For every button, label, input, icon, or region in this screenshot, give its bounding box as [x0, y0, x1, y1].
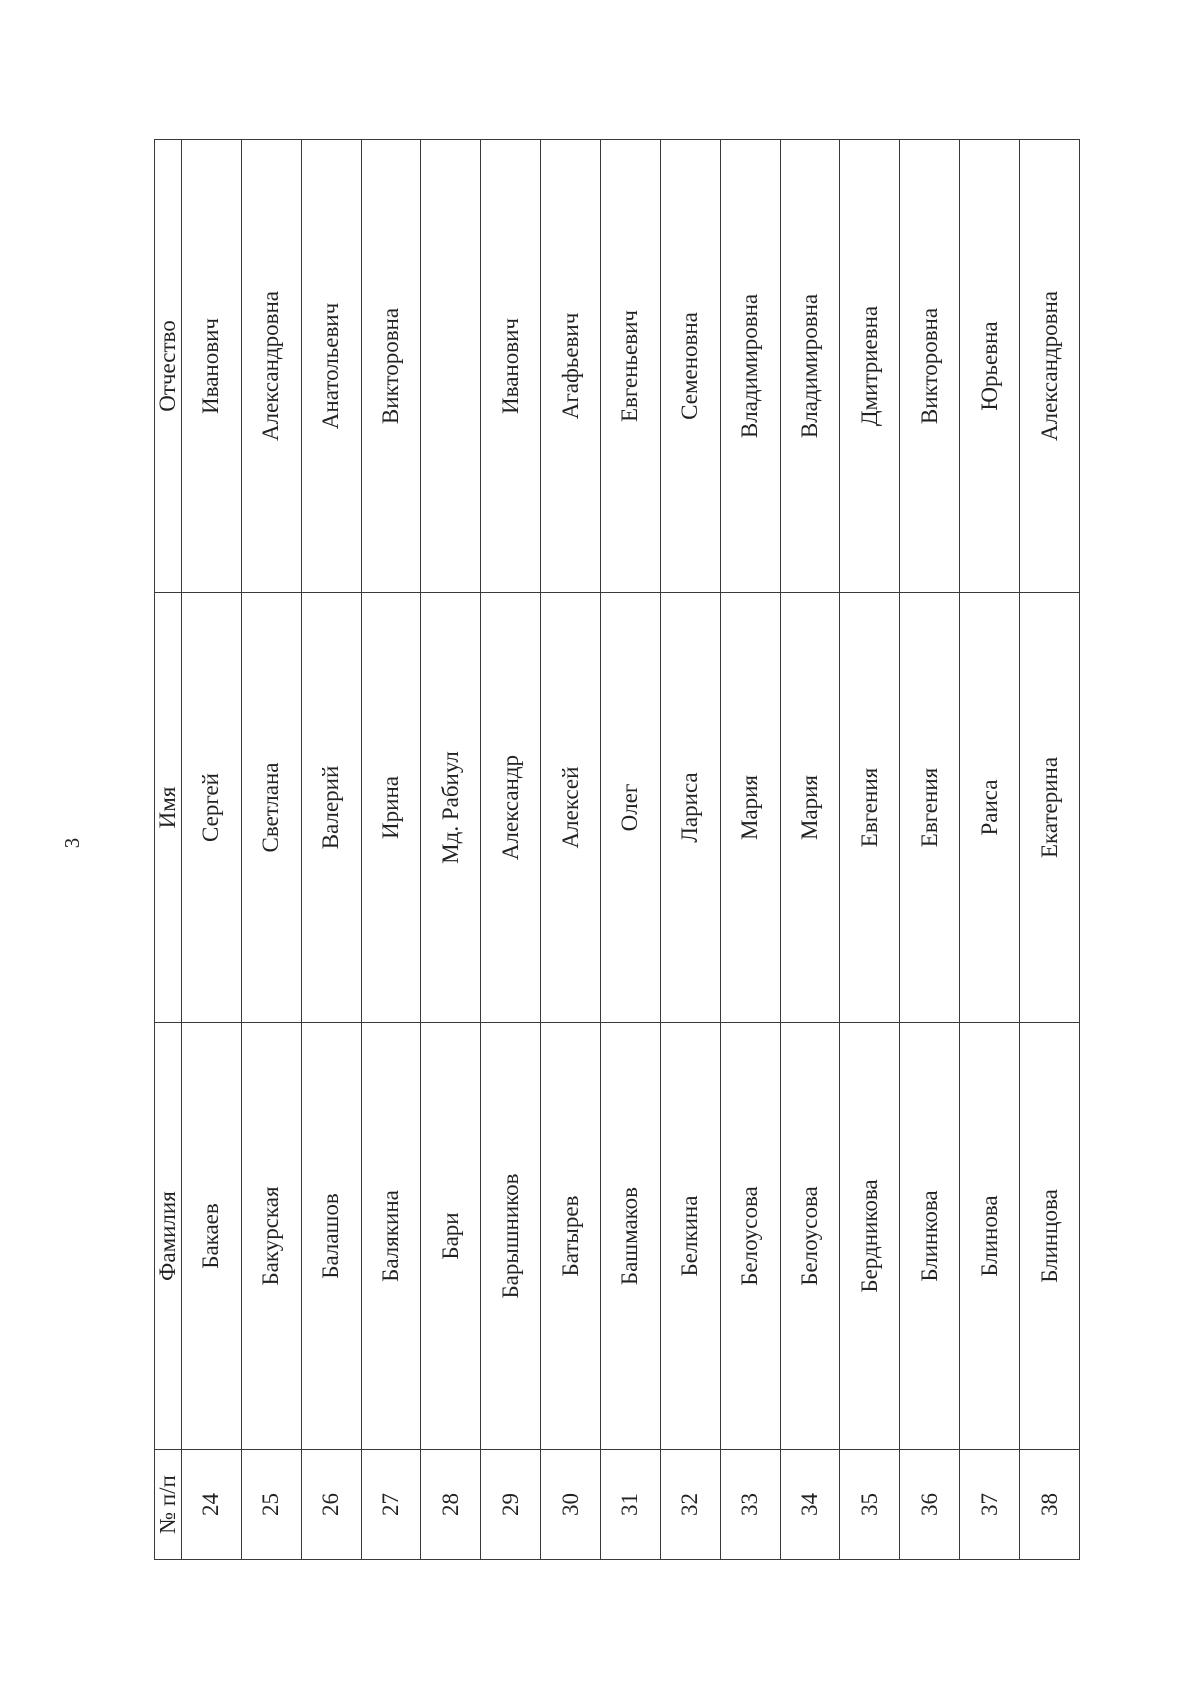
cell-patronymic: Юрьевна [960, 140, 1020, 593]
header-patronymic: Отчество [155, 140, 182, 593]
cell-first-name: Лариса [660, 593, 720, 1023]
page-number: 3 [60, 837, 84, 849]
cell-patronymic: Александровна [1020, 140, 1080, 593]
header-surname: Фамилия [155, 1023, 182, 1450]
cell-patronymic [421, 140, 481, 593]
cell-patronymic: Александровна [241, 140, 301, 593]
cell-first-name: Евгения [900, 593, 960, 1023]
cell-patronymic: Семеновна [660, 140, 720, 593]
header-number: № п/п [155, 1450, 182, 1560]
table-row [241, 140, 301, 1560]
cell-number: 31 [601, 1450, 661, 1560]
cell-patronymic: Анатольевич [301, 140, 361, 593]
cell-number: 26 [301, 1450, 361, 1560]
cell-patronymic: Владимировна [780, 140, 840, 593]
cell-surname: Блинова [960, 1023, 1020, 1450]
table-row [541, 140, 601, 1560]
cell-first-name: Ирина [361, 593, 421, 1023]
cell-number: 29 [481, 1450, 541, 1560]
cell-first-name: Раиса [960, 593, 1020, 1023]
cell-surname: Балашов [301, 1023, 361, 1450]
table-row [182, 140, 242, 1560]
cell-first-name: Евгения [840, 593, 900, 1023]
cell-surname: Бердникова [840, 1023, 900, 1450]
cell-surname: Бакаев [182, 1023, 242, 1450]
table-row [361, 140, 421, 1560]
table-row [720, 140, 780, 1560]
cell-patronymic: Викторовна [900, 140, 960, 593]
cell-number: 28 [421, 1450, 481, 1560]
table-row [780, 140, 840, 1560]
cell-number: 34 [780, 1450, 840, 1560]
cell-first-name: Мд. Рабиул [421, 593, 481, 1023]
cell-patronymic: Евгеньевич [601, 140, 661, 593]
cell-patronymic: Дмитриевна [840, 140, 900, 593]
cell-surname: Башмаков [601, 1023, 661, 1450]
cell-surname: Белоусова [780, 1023, 840, 1450]
table-row [660, 140, 720, 1560]
cell-number: 35 [840, 1450, 900, 1560]
cell-surname: Белкина [660, 1023, 720, 1450]
cell-number: 30 [541, 1450, 601, 1560]
cell-number: 37 [960, 1450, 1020, 1560]
roster-table-wrapper [154, 140, 1080, 1560]
cell-first-name: Мария [780, 593, 840, 1023]
table-row [1020, 140, 1080, 1560]
cell-patronymic: Иванович [182, 140, 242, 593]
cell-surname: Барышников [481, 1023, 541, 1450]
cell-surname: Бакурская [241, 1023, 301, 1450]
cell-number: 38 [1020, 1450, 1080, 1560]
table-row [840, 140, 900, 1560]
table-row [481, 140, 541, 1560]
roster-table [154, 139, 1080, 1560]
table-row [421, 140, 481, 1560]
table-row [900, 140, 960, 1560]
cell-first-name: Александр [481, 593, 541, 1023]
table-row [301, 140, 361, 1560]
cell-surname: Бари [421, 1023, 481, 1450]
cell-number: 32 [660, 1450, 720, 1560]
cell-patronymic: Викторовна [361, 140, 421, 593]
cell-first-name: Мария [720, 593, 780, 1023]
cell-first-name: Екатерина [1020, 593, 1080, 1023]
cell-first-name: Сергей [182, 593, 242, 1023]
cell-first-name: Светлана [241, 593, 301, 1023]
cell-surname: Белоусова [720, 1023, 780, 1450]
cell-number: 33 [720, 1450, 780, 1560]
cell-first-name: Валерий [301, 593, 361, 1023]
cell-surname: Балякина [361, 1023, 421, 1450]
cell-surname: Блинкова [900, 1023, 960, 1450]
table-row [960, 140, 1020, 1560]
cell-patronymic: Иванович [481, 140, 541, 593]
cell-number: 27 [361, 1450, 421, 1560]
header-first-name: Имя [155, 593, 182, 1023]
cell-number: 24 [182, 1450, 242, 1560]
cell-surname: Блинцова [1020, 1023, 1080, 1450]
table-header-row [155, 140, 182, 1560]
cell-number: 36 [900, 1450, 960, 1560]
cell-first-name: Олег [601, 593, 661, 1023]
cell-surname: Батырев [541, 1023, 601, 1450]
table-row [601, 140, 661, 1560]
cell-patronymic: Владимировна [720, 140, 780, 593]
cell-patronymic: Агафьевич [541, 140, 601, 593]
cell-number: 25 [241, 1450, 301, 1560]
cell-first-name: Алексей [541, 593, 601, 1023]
